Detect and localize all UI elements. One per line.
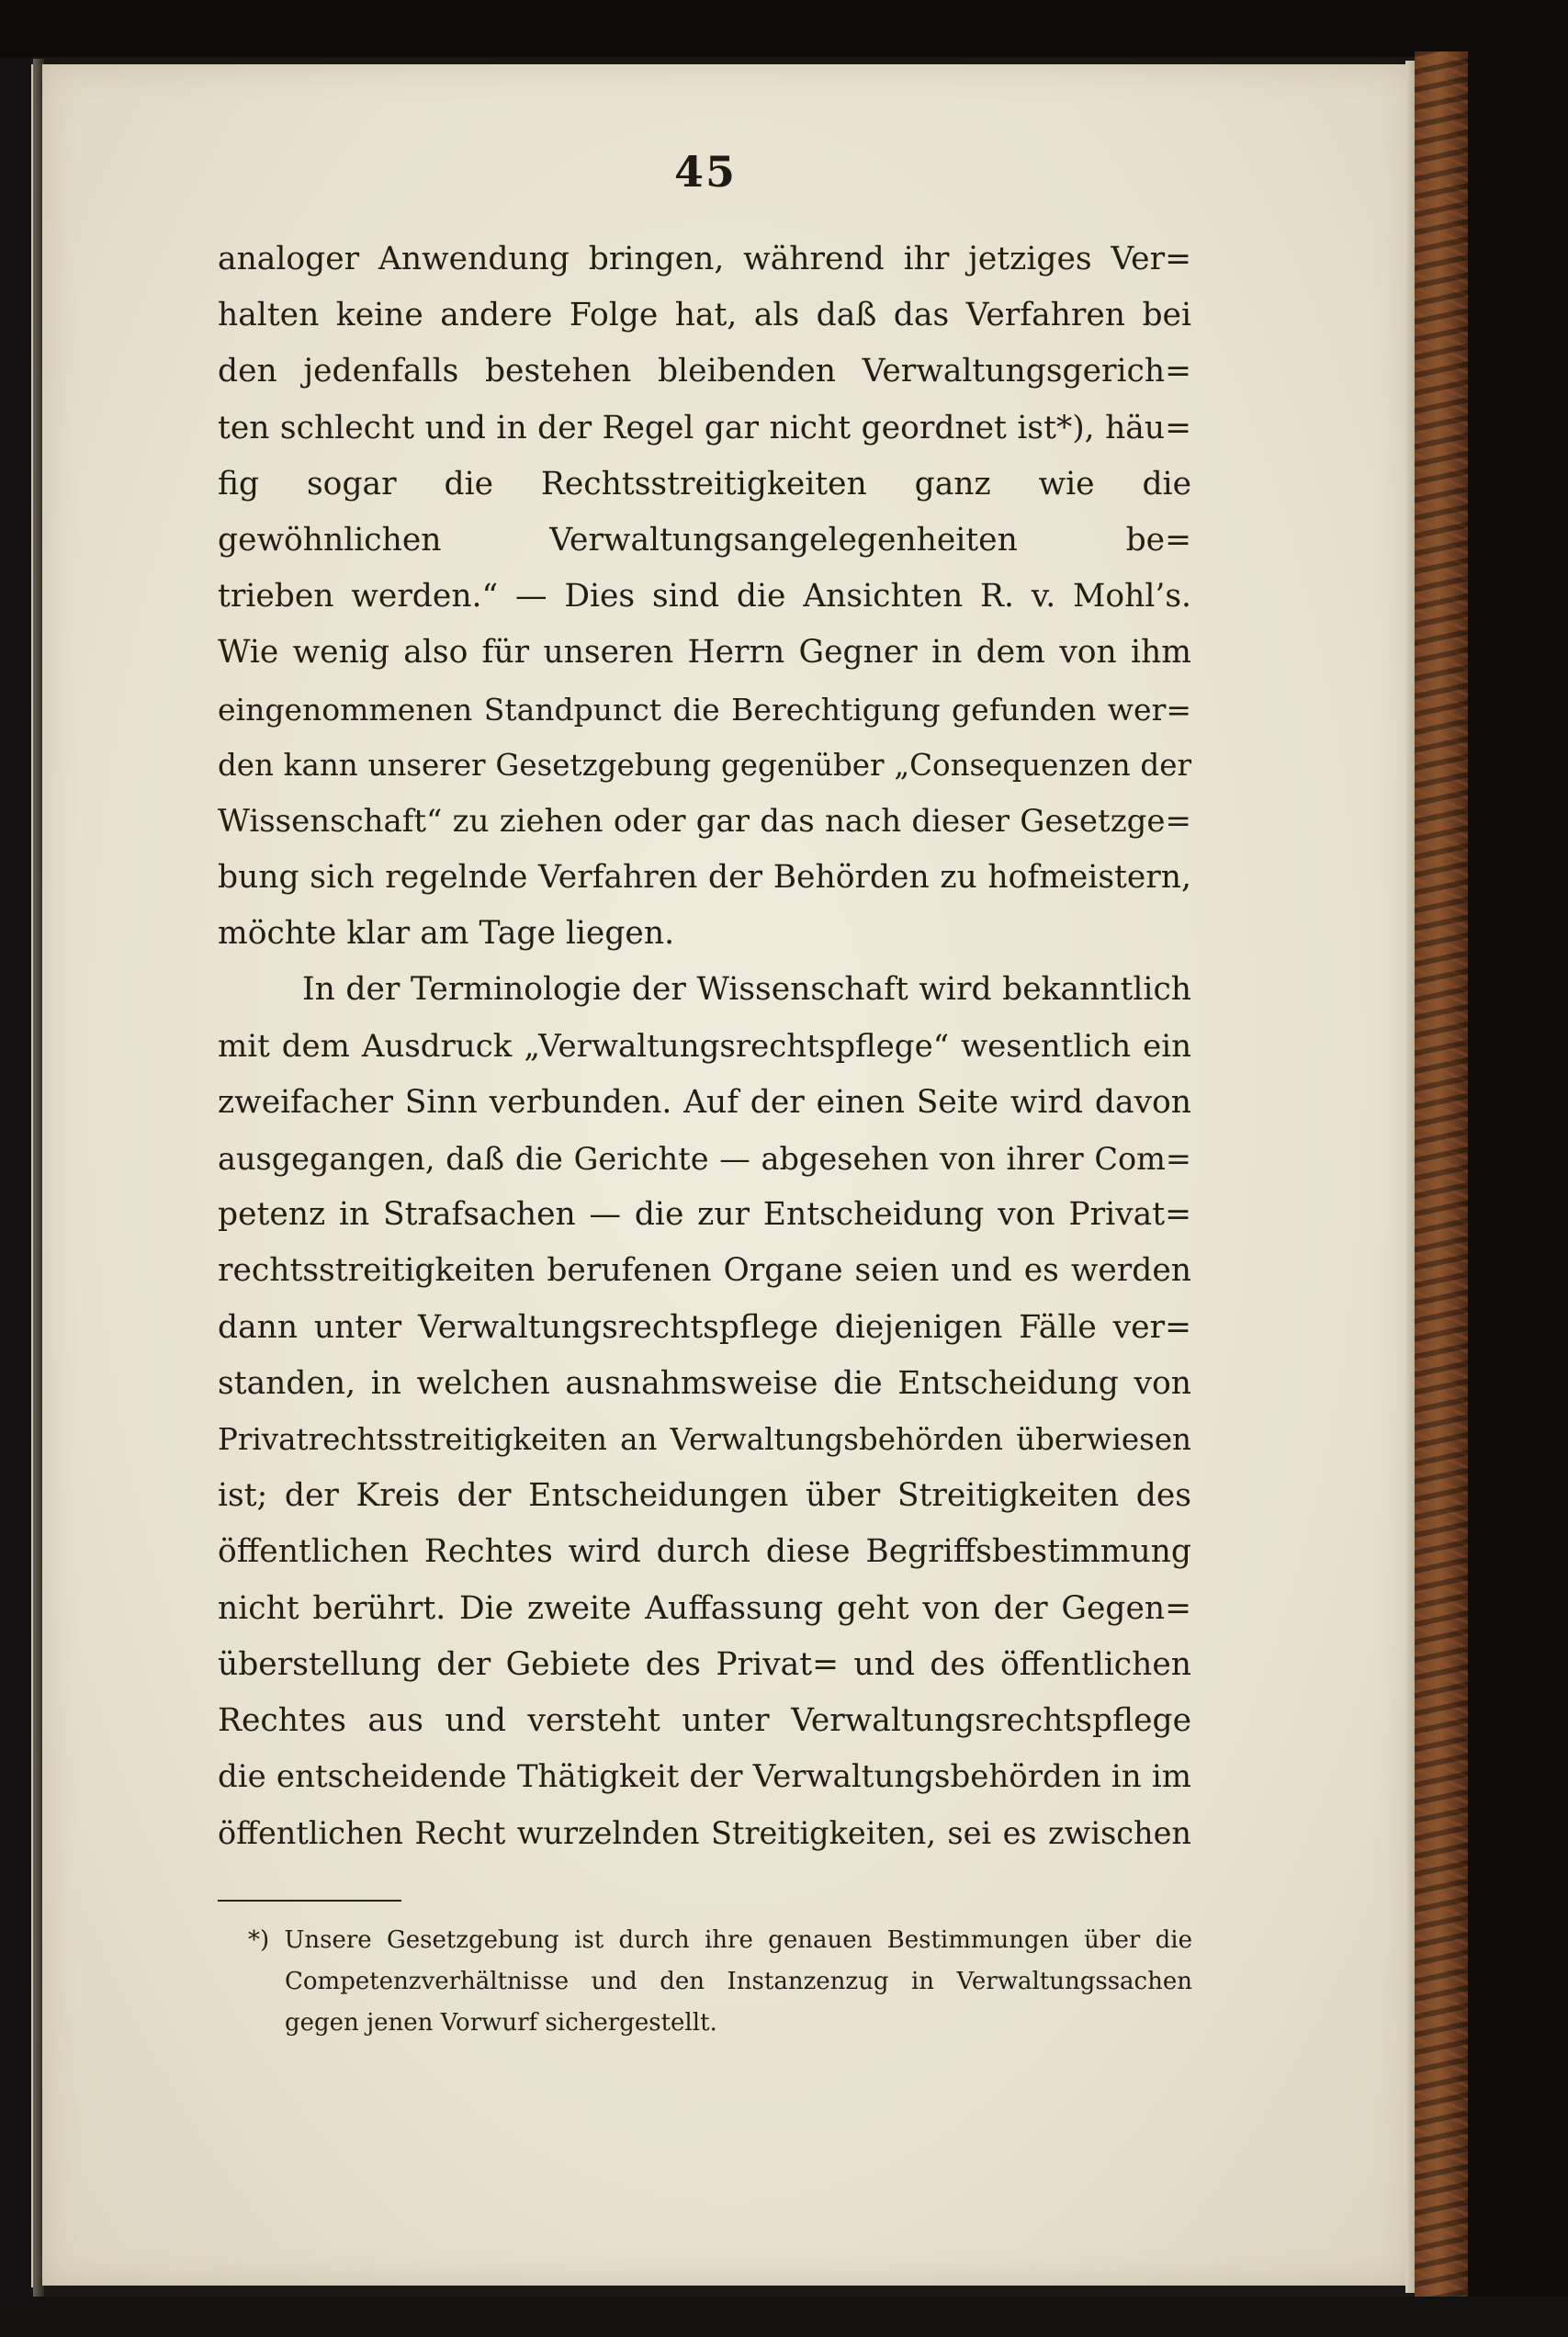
text-line: Rechtes aus und versteht unter Verwaltungsrechtspflege [218,1701,1191,1739]
text-line: Wissenschaft“ zu ziehen oder gar das nach dieser Gesetzge= [218,802,1191,840]
footnote-line: gegen jenen Vorwurf sichergestellt. [285,2009,717,2037]
text-line: öffentlichen Rechtes wird durch diese Begriffsbestimmung [218,1533,1191,1571]
text-line: petenz in Strafsachen — die zur Entscheidung von Privat= [218,1196,1191,1234]
text-line: Privatrechtsstreitigkeiten an Verwaltungsbehörden überwiesen [218,1421,1191,1457]
text-line: Wie wenig also für unseren Herrn Gegner in dem von ihm [218,634,1191,672]
scan-border-bottom [0,2297,1568,2337]
text-line: möchte klar am Tage liegen. [218,915,675,953]
text-line: überstellung der Gebiete des Privat= und des öffentlichen [218,1645,1191,1683]
text-line: den kann unserer Gesetzgebung gegenüber „Consequenzen der [218,747,1191,783]
text-line: analoger Anwendung bringen, während ihr jetziges Ver= [218,241,1191,277]
text-line: rechtsstreitigkeiten berufenen Organe seien und es werden [218,1252,1191,1290]
text-line: dann unter Verwaltungsrechtspflege diejenigen Fälle ver= [218,1308,1191,1346]
text-line: eingenommenen Standpunct die Berechtigung gefunden wer= [218,691,1191,728]
scan-border-right [1468,0,1568,2337]
footnote-line: *) Unsere Gesetzgebung ist durch ihre genauen Bestimmungen über die [248,1926,1192,1954]
scan-border-top [0,0,1568,57]
marbled-cover [1415,51,1468,2311]
text-line: ist; der Kreis der Entscheidungen über Streitigkeiten des [218,1477,1191,1515]
text-line: fig sogar die Rechtsstreitigkeiten ganz wie die [218,465,1191,502]
text-line: den jedenfalls bestehen bleibenden Verwaltungsgerich= [218,353,1191,390]
page-number: 45 [673,147,737,197]
text-line: halten keine andere Folge hat, als daß das Verfahren bei [218,297,1191,334]
text-line: gewöhnlichen Verwaltungsangelegenheiten be= [218,521,1191,559]
text-line: trieben werden.“ — Dies sind die Ansichten R. v. Mohl’s. [218,578,1191,615]
text-line: zweifacher Sinn verbunden. Auf der einen Seite wird davon [218,1083,1191,1121]
text-line: die entscheidende Thätigkeit der Verwaltungsbehörden in im [218,1758,1191,1796]
footnote [248,1920,1192,2044]
footnote-rule [218,1900,401,1902]
text-line: ausgegangen, daß die Gerichte — abgesehen von ihrer Com= [218,1141,1191,1177]
body-text [218,231,1191,1861]
binding-shadow [0,57,31,2298]
text-line: ten schlecht und in der Regel gar nicht geordnet ist*), häu= [218,409,1191,446]
paragraph-start-line: In der Terminologie der Wissenschaft wird bekanntlich [302,971,1191,1009]
text-line: mit dem Ausdruck „Verwaltungsrechtspflege“ wesentlich ein [218,1027,1191,1065]
footnote-line: Competenzverhältnisse und den Instanzenzug in Verwaltungssachen [285,1968,1192,1995]
text-line: öffentlichen Recht wurzelnden Streitigkeiten, sei es zwischen [218,1815,1191,1852]
text-line: bung sich regelnde Verfahren der Behörden zu hofmeistern, [218,859,1191,897]
text-line: standen, in welchen ausnahmsweise die Entscheidung von [218,1364,1191,1402]
text-line: nicht berührt. Die zweite Auffassung geht von der Gegen= [218,1589,1191,1627]
